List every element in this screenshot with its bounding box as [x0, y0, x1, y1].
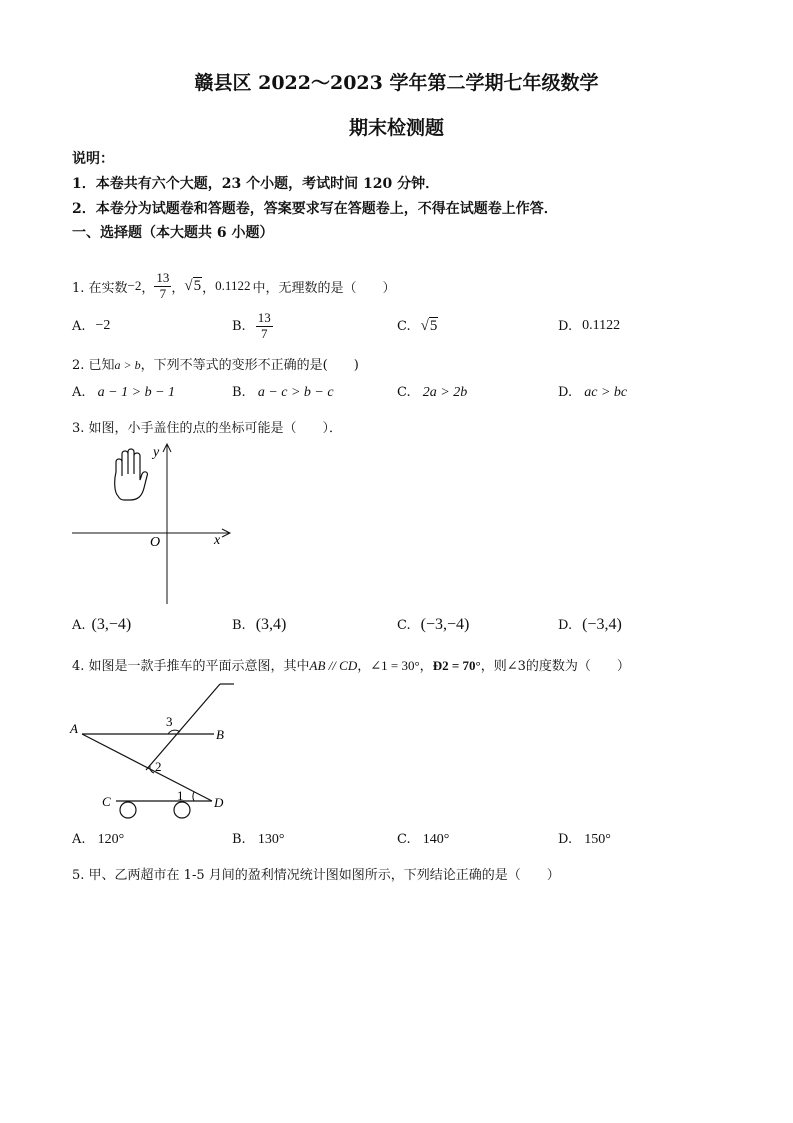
- q2-prefix: 2. 已知: [72, 358, 115, 373]
- angle-1-arc: [193, 792, 194, 801]
- option-value: 2a > 2b: [422, 385, 468, 400]
- wheel-left: [120, 802, 136, 818]
- q1-option-b[interactable]: [232, 307, 273, 345]
- option-value: 140°: [422, 832, 450, 847]
- option-letter: B.: [232, 318, 246, 334]
- notes-item-1: 1．本卷共有六个大题，23 个小题，考试时间 120 分钟．: [72, 176, 440, 192]
- option-sqrt-symbol: √: [420, 317, 429, 334]
- q4-option-a[interactable]: [72, 832, 124, 848]
- option-value: (−3,4): [582, 616, 622, 633]
- option-letter: A.: [72, 832, 86, 847]
- question-2: [72, 354, 359, 373]
- option-letter: A.: [72, 385, 86, 400]
- option-letter: A.: [72, 617, 86, 633]
- wheel-right: [174, 802, 190, 818]
- q2-suffix: ，下列不等式的变形不正确的是( ): [140, 358, 359, 373]
- notes-heading: 说明：: [72, 151, 114, 167]
- option-letter: B.: [232, 617, 246, 633]
- q1-sqrt: [184, 278, 202, 295]
- q2-option-a[interactable]: [72, 385, 175, 401]
- q1-sep-2: ，: [171, 280, 185, 296]
- q1-option-d[interactable]: [558, 307, 620, 345]
- option-value: a − c > b − c: [257, 385, 334, 400]
- q3-option-c[interactable]: [397, 613, 469, 637]
- option-letter: B.: [232, 832, 246, 847]
- option-value: ac > bc: [584, 385, 628, 400]
- label-a: A: [70, 721, 78, 736]
- q1-sqrt-value: 5: [193, 277, 202, 294]
- option-value: −2: [95, 318, 111, 333]
- option-value: 150°: [584, 832, 611, 847]
- q1-number-1: −2: [127, 278, 142, 293]
- option-value: (−3,−4): [420, 616, 470, 633]
- option-letter: C.: [397, 385, 411, 400]
- label-2: 2: [155, 759, 162, 774]
- q2-condition: a > b: [114, 358, 141, 372]
- q1-sqrt-symbol: √: [184, 277, 193, 294]
- q1-suffix: 中，无理数的是（ ）: [252, 280, 396, 296]
- question-5: 5. 甲、乙两超市在 1-5 月间的盈利情况统计图如图所示，下列结论正确的是（ ）: [72, 868, 560, 883]
- line-ad: [82, 734, 212, 801]
- option-value: 120°: [97, 832, 125, 847]
- option-letter: D.: [558, 318, 573, 334]
- option-fraction: [256, 311, 273, 341]
- option-letter: D.: [558, 617, 573, 633]
- option-letter: D.: [558, 832, 573, 847]
- question-3: 3. 如图，小手盖住的点的坐标可能是（ ）．: [72, 421, 343, 436]
- q1-fraction-denominator: 7: [159, 285, 167, 301]
- option-fraction-numerator: 13: [257, 310, 271, 326]
- q1-option-a[interactable]: [72, 307, 110, 345]
- q3-option-d[interactable]: [558, 613, 622, 637]
- question-4: [72, 655, 630, 674]
- x-axis-label: x: [214, 533, 221, 548]
- q4-option-b[interactable]: [232, 832, 284, 848]
- q4-option-d[interactable]: [558, 832, 611, 848]
- option-letter: C.: [397, 617, 411, 633]
- q1-fraction-numerator: 13: [156, 270, 170, 286]
- q4-cart-figure: [68, 680, 248, 825]
- q2-option-d[interactable]: [558, 385, 627, 401]
- q1-option-c[interactable]: [397, 307, 438, 345]
- y-axis-label: y: [153, 445, 160, 460]
- q3-option-a[interactable]: [72, 613, 131, 637]
- option-value: 0.1122: [582, 318, 621, 333]
- option-letter: A.: [72, 318, 86, 334]
- label-b: B: [216, 727, 224, 742]
- label-c: C: [102, 794, 111, 809]
- hand-icon: [115, 449, 148, 500]
- q4-suffix: ，则∠3的度数为（ ）: [480, 659, 630, 674]
- option-letter: B.: [232, 385, 246, 400]
- option-value: a − 1 > b − 1: [97, 385, 176, 400]
- q4-prefix: 4. 如图是一款手推车的平面示意图，其中: [72, 659, 310, 674]
- q3-coordinate-figure: [68, 438, 238, 610]
- q3-option-b[interactable]: [232, 613, 286, 637]
- q1-number-4: 0.1122: [215, 278, 251, 293]
- q1-sep-1: ，: [141, 280, 155, 296]
- option-fraction-denominator: 7: [260, 325, 268, 341]
- q1-fraction: [154, 271, 171, 301]
- q4-angle-1: ∠1 = 30°: [370, 658, 420, 673]
- origin-label: O: [150, 535, 161, 550]
- q4-parallel: AB // CD: [309, 658, 358, 673]
- option-sqrt-value: 5: [429, 317, 438, 334]
- q4-sep: ，: [357, 659, 371, 674]
- notes-item-2: 2．本卷分为试题卷和答题卷，答案要求写在答题卷上，不得在试题卷上作答．: [72, 201, 558, 217]
- q1-sep-3: ，: [202, 280, 216, 296]
- option-value: (3,4): [255, 616, 287, 633]
- handle-line: [146, 684, 220, 770]
- label-d: D: [214, 795, 224, 810]
- label-1: 1: [177, 788, 184, 803]
- q2-option-c[interactable]: [397, 385, 467, 401]
- option-letter: C.: [397, 318, 411, 334]
- page-subtitle: 期末检测题: [348, 117, 444, 139]
- option-value: 130°: [257, 832, 285, 847]
- q1-prefix: 1. 在实数: [72, 280, 128, 296]
- label-3: 3: [166, 714, 173, 729]
- page-title: 赣县区 2022～2023 学年第二学期七年级数学: [194, 72, 599, 94]
- option-value: (3,−4): [91, 616, 132, 633]
- q4-sep-2: ，: [419, 659, 433, 674]
- option-letter: C.: [397, 832, 411, 847]
- q4-angle-2: Ð2 = 70°: [432, 658, 481, 673]
- q4-option-c[interactable]: [397, 832, 449, 848]
- option-letter: D.: [558, 385, 573, 400]
- option-sqrt: [421, 318, 439, 335]
- section-heading: 一、选择题（本大题共 6 小题）: [72, 225, 274, 241]
- q2-option-b[interactable]: [232, 385, 334, 401]
